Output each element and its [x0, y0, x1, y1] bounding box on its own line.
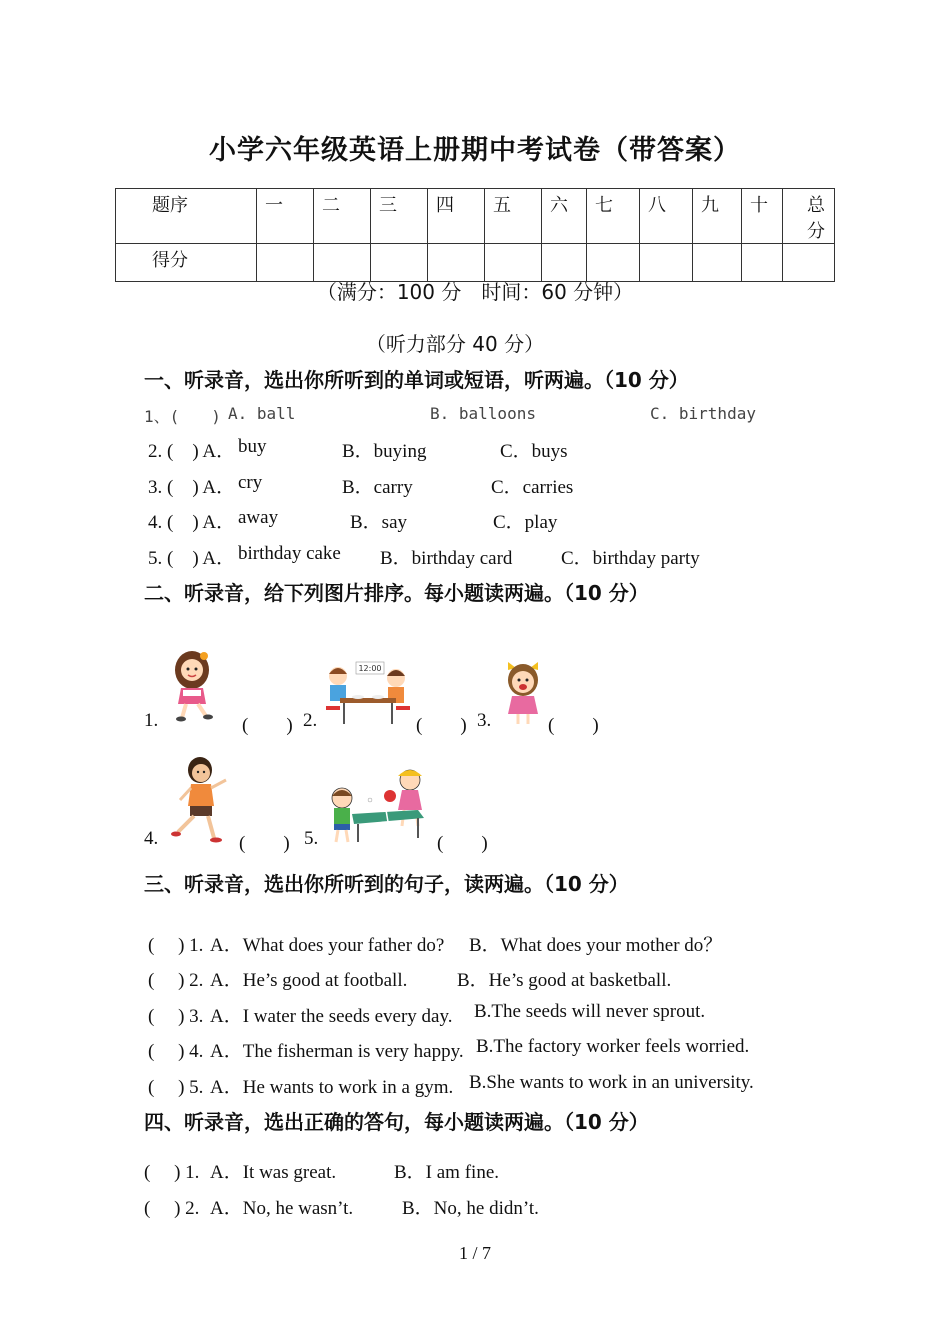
option-a: A．He wants to work in a gym.: [210, 1077, 454, 1098]
option-b: B．He’s good at basketball.: [457, 970, 672, 991]
kids-lunch-picture: [322, 660, 412, 726]
option-a: cry: [238, 472, 263, 493]
option-b: B．I am fine.: [394, 1162, 500, 1183]
answer-blank[interactable]: ( ): [548, 715, 599, 736]
option-b: B．No, he didn’t.: [402, 1198, 539, 1219]
question-number: 1、( ): [144, 407, 221, 426]
girl-running-picture: [170, 756, 230, 844]
option-b: B．birthday card: [380, 548, 513, 569]
question-number: 4. ( ) A．: [148, 512, 236, 533]
option-b: B. balloons: [430, 404, 536, 423]
ping-pong-picture: [324, 766, 432, 846]
option-a: A．What does your father do?: [210, 935, 445, 956]
section3-heading: 三、听录音，选出你所听到的句子，读两遍。（10 分）: [144, 872, 629, 896]
option-a: A．The fisherman is very happy.: [210, 1041, 464, 1062]
question-number: ( ) 1.: [144, 1162, 200, 1183]
answer-blank[interactable]: ( ): [242, 715, 293, 736]
table-header-cell: 二: [314, 189, 371, 244]
answer-blank[interactable]: ( ): [239, 833, 290, 854]
score-table: [115, 188, 835, 282]
option-a: A．I water the seeds every day.: [210, 1006, 453, 1027]
question-number: ( ) 3.: [148, 1006, 204, 1027]
question-number: ( ) 1.: [148, 935, 204, 956]
table-row-label: 得分: [116, 244, 257, 282]
answer-blank[interactable]: ( ): [416, 715, 467, 736]
table-header-cell: 七: [587, 189, 640, 244]
table-header-cell: 一: [257, 189, 314, 244]
table-header-cell: 总分: [783, 189, 835, 244]
option-b: B．say: [350, 512, 408, 533]
table-header-cell: 八: [640, 189, 693, 244]
table-header-cell: 十: [742, 189, 783, 244]
question-number: 3. ( ) A．: [148, 477, 236, 498]
exam-info-note: （满分：100 分 时间：60 分钟）: [316, 280, 634, 304]
option-c: C．birthday party: [561, 548, 700, 569]
table-header-cell: 六: [542, 189, 587, 244]
table-header-cell: 题序: [116, 189, 257, 244]
question-number: ( ) 2.: [148, 970, 204, 991]
option-a: A. ball: [228, 404, 296, 423]
option-a: A．He’s good at football.: [210, 970, 408, 991]
option-a: A．No, he wasn’t.: [210, 1198, 354, 1219]
option-c: C．carries: [491, 477, 574, 498]
option-a: birthday cake: [238, 543, 341, 564]
page-number: 1 / 7: [458, 1243, 491, 1263]
option-b: B.She wants to work in an university.: [469, 1072, 754, 1093]
girl-eating-picture: [500, 656, 546, 726]
picture-label: 2.: [303, 710, 318, 731]
listening-part-label: （听力部分 40 分）: [365, 332, 545, 356]
question-number: 2. ( ) A．: [148, 441, 236, 462]
section4-heading: 四、听录音，选出正确的答句，每小题读两遍。（10 分）: [144, 1110, 649, 1134]
option-a: away: [238, 507, 279, 528]
section2-heading: 二、听录音，给下列图片排序。每小题读两遍。（10 分）: [144, 581, 649, 605]
section1-heading: 一、听录音，选出你所听到的单词或短语，听两遍。（10 分）: [144, 368, 689, 392]
question-number: 5. ( ) A．: [148, 548, 236, 569]
option-b: B．buying: [342, 441, 427, 462]
picture-label: 4.: [144, 828, 159, 849]
clock-label: 12:00: [358, 664, 382, 673]
option-b: B．carry: [342, 477, 413, 498]
option-c: C. birthday: [650, 404, 756, 423]
option-c: C．buys: [500, 441, 568, 462]
table-header-cell: 四: [428, 189, 485, 244]
picture-label: 1.: [144, 710, 159, 731]
picture-label: 3.: [477, 710, 492, 731]
question-number: ( ) 2.: [144, 1198, 200, 1219]
table-header-cell: 九: [693, 189, 742, 244]
option-c: C．play: [493, 512, 558, 533]
option-b: B．What does your mother do？: [469, 935, 723, 956]
option-a: A．It was great.: [210, 1162, 337, 1183]
picture-label: 5.: [304, 828, 319, 849]
page-title: 小学六年级英语上册期中考试卷（带答案）: [209, 135, 741, 166]
girl-walking-picture: [166, 648, 218, 722]
question-number: ( ) 4.: [148, 1041, 204, 1062]
answer-blank[interactable]: ( ): [437, 833, 488, 854]
option-b: B.The factory worker feels worried.: [476, 1036, 750, 1057]
table-header-cell: 三: [371, 189, 428, 244]
table-header-cell: 五: [485, 189, 542, 244]
score-table-header-row: [116, 189, 835, 244]
option-a: buy: [238, 436, 267, 457]
option-b: B.The seeds will never sprout.: [474, 1001, 706, 1022]
question-number: ( ) 5.: [148, 1077, 204, 1098]
